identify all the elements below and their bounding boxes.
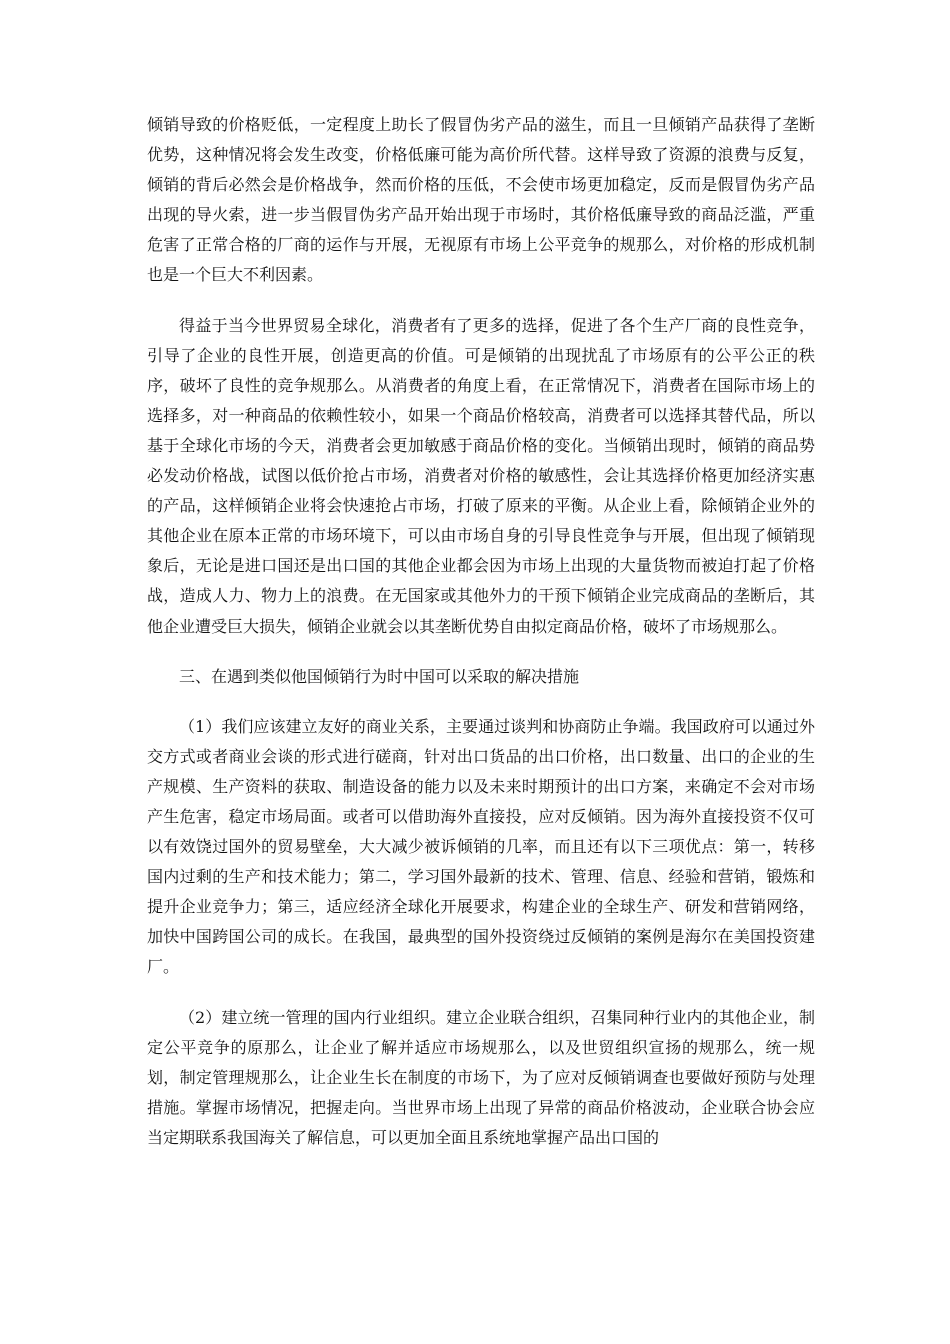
document-body [147,110,815,1173]
paragraph-measure-2: （2）建立统一管理的国内行业组织。建立企业联合组织，召集同种行业内的其他企业，制定公平竞争的原那么，让企业了解并适应市场规那么，以及世贸组织宣扬的规那么，统一规划，制定管理规那么，让企业生长在制度的市场下，为了应对反倾销调查也要做好预防与处理措施。掌握市场情况，把握走向。当世界市场上出现了异常的商品价格波动，企业联合协会应当定期联系我国海关了解信息，可以更加全面且系统地掌握产品出口国的 [147,1007,815,1147]
paragraph-measure-1: （1）我们应该建立友好的商业关系，主要通过谈判和协商防止争端。我国政府可以通过外交方式或者商业会谈的形式进行磋商，针对出口货品的出口价格，出口数量、出口的企业的生产规模、生产资料的获取、制造设备的能力以及未来时期预计的出口方案，来确定不会对市场产生危害，稳定市场局面。或者可以借助海外直接投，应对反倾销。因为海外直接投资不仅可以有效饶过国外的贸易壁垒，大大减少被诉倾销的几率，而且还有以下三项优点：第一，转移国内过剩的生产和技术能力；第二，学习国外最新的技术、管理、信息、经验和营销，锻炼和提升企业竞争力；第三，适应经济全球化开展要求，构建企业的全球生产、研发和营销网络，加快中国跨国公司的成长。在我国，最典型的国外投资绕过反倾销的案例是海尔在美国投资建厂。 [147,716,815,977]
paragraph-globalization-competition: 得益于当今世界贸易全球化，消费者有了更多的选择，促进了各个生产厂商的良性竞争，引导了企业的良性开展，创造更高的价值。可是倾销的出现扰乱了市场原有的公平公正的秩序，破坏了良性的竞争规那么。从消费者的角度上看，在正常情况下，消费者在国际市场上的选择多，对一种商品的依赖性较小，如果一个商品价格较高，消费者可以选择其替代品，所以基于全球化市场的今天，消费者会更加敏感于商品价格的变化。当倾销出现时，倾销的商品势必发动价格战，试图以低价抢占市场，消费者对价格的敏感性，会让其选择价格更加经济实惠的产品，这样倾销企业将会快速抢占市场，打破了原来的平衡。从企业上看，除倾销企业外的其他企业在原本正常的市场环境下，可以由市场自身的引导良性竞争与开展，但出现了倾销现象后，无论是进口国还是出口国的其他企业都会因为市场上出现的大量货物而被迫打起了价格战，造成人力、物力上的浪费。在无国家或其他外力的干预下倾销企业完成商品的垄断后，其他企业遭受巨大损失，倾销企业就会以其垄断优势自由拟定商品价格，破坏了市场规那么。 [147,315,815,636]
paragraph-dumping-price-effects: 倾销导致的价格贬低，一定程度上助长了假冒伪劣产品的滋生，而且一旦倾销产品获得了垄断优势，这种情况将会发生改变，价格低廉可能为高价所代替。这样导致了资源的浪费与反复，倾销的背后必然会是价格战争，然而价格的压低，不会使市场更加稳定，反而是假冒伪劣产品出现的导火索，进一步当假冒伪劣产品开始出现于市场时，其价格低廉导致的商品泛滥，严重危害了正常合格的厂商的运作与开展，无视原有市场上公平竞争的规那么，对价格的形成机制也是一个巨大不利因素。 [147,115,815,285]
section-heading-countermeasures: 三、在遇到类似他国倾销行为时中国可以采取的解决措施 [179,666,580,686]
